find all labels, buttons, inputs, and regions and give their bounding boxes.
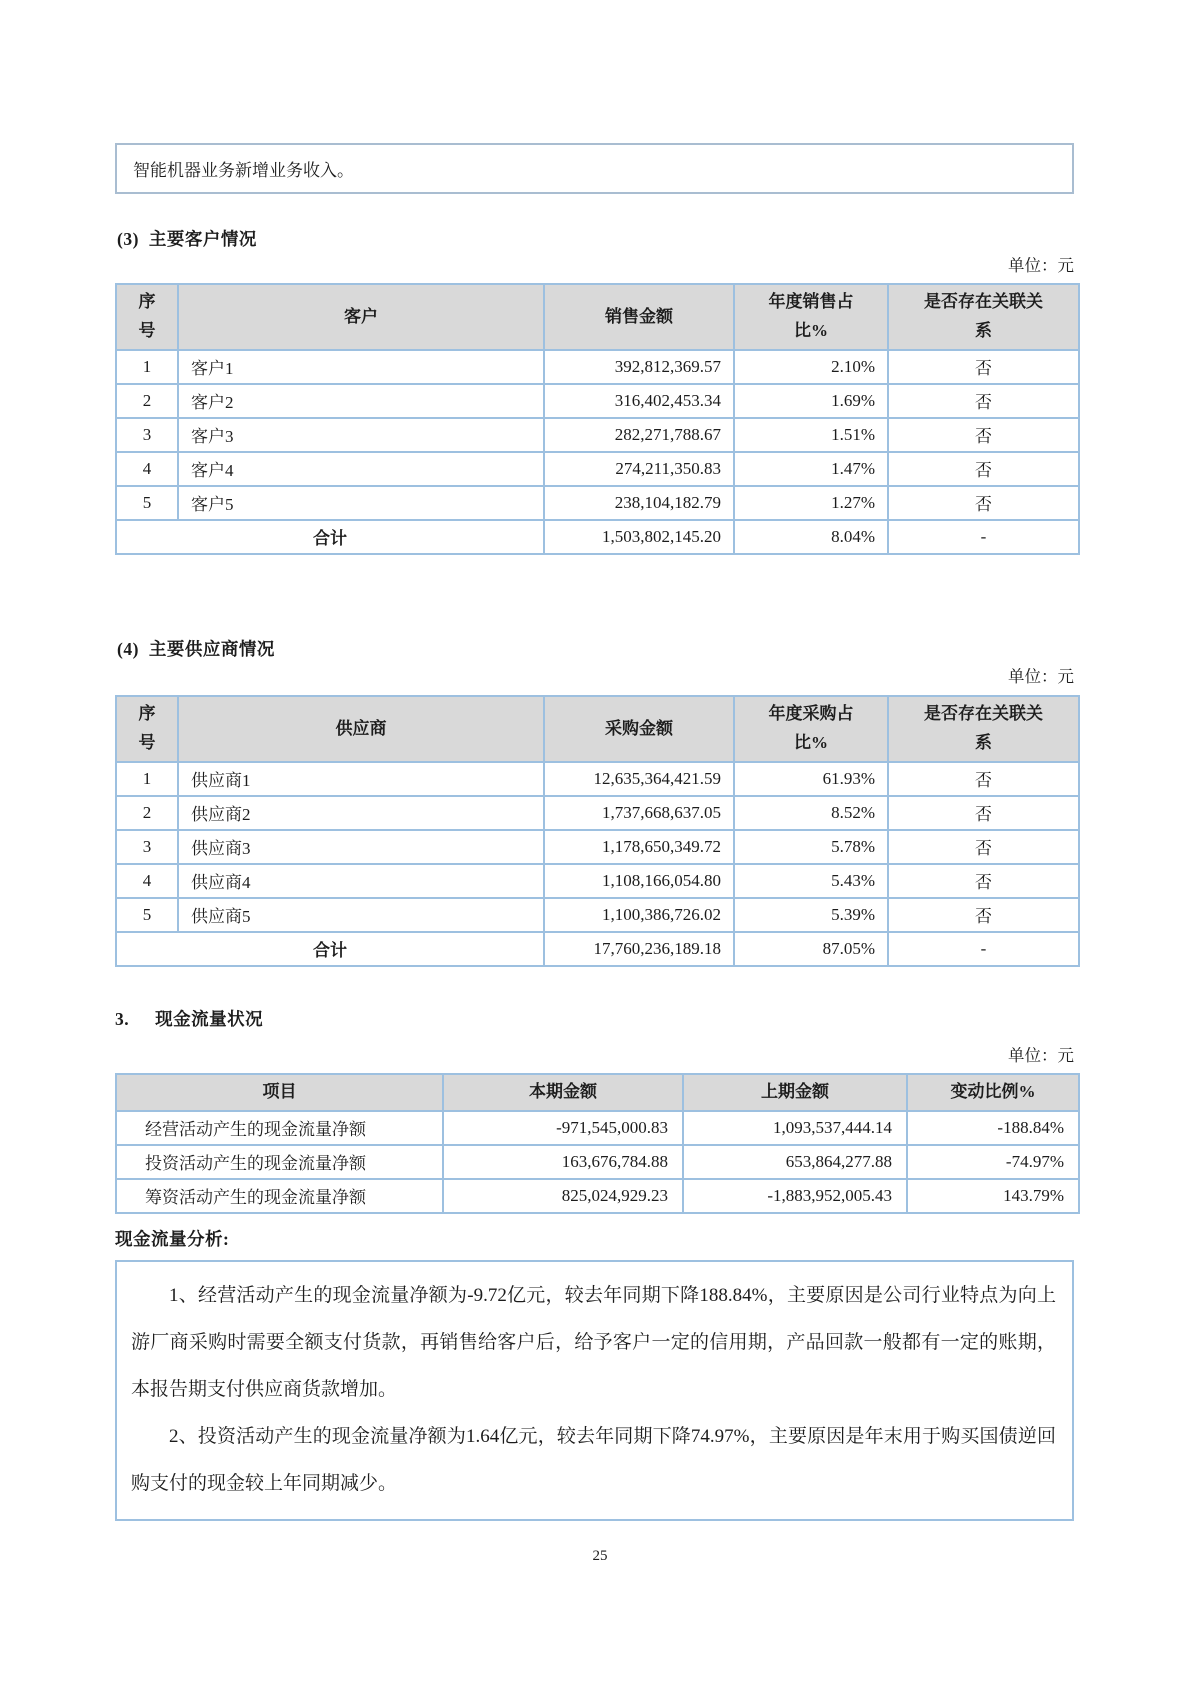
- cell-related: 否: [888, 796, 1079, 830]
- header-purchase-ratio: 年度采购占比%: [734, 696, 888, 762]
- cell-sales-amount: 316,402,453.34: [544, 384, 734, 418]
- cell-item: 筹资活动产生的现金流量净额: [116, 1179, 443, 1213]
- cell-prior-amount: -1,883,952,005.43: [683, 1179, 907, 1213]
- suppliers-table: [115, 695, 1080, 967]
- cell-current-amount: 825,024,929.23: [443, 1179, 683, 1213]
- customers-row: [116, 452, 1079, 486]
- cell-seq: 1: [116, 350, 178, 384]
- cell-customer: 客户1: [178, 350, 544, 384]
- total-label: 合计: [116, 520, 544, 554]
- header-seq: 序号: [116, 284, 178, 350]
- suppliers-header-row: [116, 696, 1079, 762]
- cell-seq: 5: [116, 486, 178, 520]
- cell-purchase-amount: 1,108,166,054.80: [544, 864, 734, 898]
- cell-supplier: 供应商5: [178, 898, 544, 932]
- total-amount: 1,503,802,145.20: [544, 520, 734, 554]
- cell-related: 否: [888, 864, 1079, 898]
- header-item: 项目: [116, 1074, 443, 1111]
- cell-customer: 客户5: [178, 486, 544, 520]
- customers-row: [116, 418, 1079, 452]
- suppliers-row: [116, 762, 1079, 796]
- header-sales-ratio: 年度销售占比%: [734, 284, 888, 350]
- analysis-text-box: [115, 1260, 1074, 1521]
- cell-related: 否: [888, 384, 1079, 418]
- cell-seq: 4: [116, 452, 178, 486]
- cell-purchase-amount: 12,635,364,421.59: [544, 762, 734, 796]
- header-supplier: 供应商: [178, 696, 544, 762]
- section-number: 3.: [115, 1009, 130, 1029]
- suppliers-row: [116, 898, 1079, 932]
- cell-related: 否: [888, 898, 1079, 932]
- intro-text-box: [115, 143, 1074, 194]
- cashflow-row: [116, 1111, 1079, 1145]
- suppliers-row: [116, 796, 1079, 830]
- unit-label-suppliers: 单位：元: [1008, 667, 1074, 686]
- cell-sales-amount: 282,271,788.67: [544, 418, 734, 452]
- header-prior-amount: 上期金额: [683, 1074, 907, 1111]
- cell-seq: 2: [116, 384, 178, 418]
- cell-related: 否: [888, 486, 1079, 520]
- header-customer: 客户: [178, 284, 544, 350]
- cell-change-ratio: -188.84%: [907, 1111, 1079, 1145]
- section-heading-cashflow: [115, 1006, 263, 1031]
- total-label: 合计: [116, 932, 544, 966]
- section-title: 现金流量状况: [155, 1009, 264, 1029]
- cell-prior-amount: 1,093,537,444.14: [683, 1111, 907, 1145]
- header-change-ratio: 变动比例%: [907, 1074, 1079, 1111]
- cell-purchase-amount: 1,178,650,349.72: [544, 830, 734, 864]
- cell-customer: 客户2: [178, 384, 544, 418]
- section-number: (3): [117, 229, 139, 249]
- total-related: -: [888, 932, 1079, 966]
- cell-sales-ratio: 2.10%: [734, 350, 888, 384]
- header-sales-amount: 销售金额: [544, 284, 734, 350]
- cell-item: 投资活动产生的现金流量净额: [116, 1145, 443, 1179]
- cell-seq: 1: [116, 762, 178, 796]
- cell-item: 经营活动产生的现金流量净额: [116, 1111, 443, 1145]
- analysis-paragraph: 2、投资活动产生的现金流量净额为1.64亿元，较去年同期下降74.97%，主要原因是年末用于购买国债逆回购支付的现金较上年同期减少。: [131, 1426, 1056, 1494]
- cell-sales-ratio: 1.27%: [734, 486, 888, 520]
- cashflow-row: [116, 1179, 1079, 1213]
- cell-customer: 客户4: [178, 452, 544, 486]
- cell-related: 否: [888, 762, 1079, 796]
- section-heading-customers: [117, 226, 257, 251]
- cell-purchase-ratio: 5.43%: [734, 864, 888, 898]
- cell-sales-ratio: 1.51%: [734, 418, 888, 452]
- intro-text: 智能机器业务新增业务收入。: [133, 161, 354, 180]
- customers-row: [116, 384, 1079, 418]
- cell-purchase-ratio: 8.52%: [734, 796, 888, 830]
- cell-sales-amount: 274,211,350.83: [544, 452, 734, 486]
- cell-supplier: 供应商3: [178, 830, 544, 864]
- cell-purchase-ratio: 61.93%: [734, 762, 888, 796]
- customers-table: [115, 283, 1080, 555]
- cell-current-amount: 163,676,784.88: [443, 1145, 683, 1179]
- cell-seq: 3: [116, 830, 178, 864]
- cell-supplier: 供应商1: [178, 762, 544, 796]
- total-related: -: [888, 520, 1079, 554]
- cell-purchase-ratio: 5.78%: [734, 830, 888, 864]
- unit-label-customers: 单位：元: [1008, 256, 1074, 275]
- cell-supplier: 供应商4: [178, 864, 544, 898]
- cell-supplier: 供应商2: [178, 796, 544, 830]
- section-title: 主要客户情况: [148, 229, 257, 249]
- customers-total-row: [116, 520, 1079, 554]
- cell-seq: 4: [116, 864, 178, 898]
- customers-row: [116, 350, 1079, 384]
- cell-related: 否: [888, 830, 1079, 864]
- header-purchase-amount: 采购金额: [544, 696, 734, 762]
- cell-seq: 3: [116, 418, 178, 452]
- cell-related: 否: [888, 418, 1079, 452]
- section-heading-suppliers: [117, 636, 275, 661]
- cell-purchase-amount: 1,737,668,637.05: [544, 796, 734, 830]
- page-number: 25: [592, 1548, 608, 1564]
- header-related: 是否存在关联关系: [888, 284, 1079, 350]
- unit-label-cashflow: 单位：元: [1008, 1046, 1074, 1065]
- cashflow-row: [116, 1145, 1079, 1179]
- cashflow-header-row: [116, 1074, 1079, 1111]
- cell-sales-amount: 238,104,182.79: [544, 486, 734, 520]
- header-current-amount: 本期金额: [443, 1074, 683, 1111]
- total-amount: 17,760,236,189.18: [544, 932, 734, 966]
- total-ratio: 87.05%: [734, 932, 888, 966]
- section-number: (4): [117, 639, 139, 659]
- cell-related: 否: [888, 452, 1079, 486]
- cashflow-table: [115, 1073, 1080, 1214]
- analysis-paragraph: 1、经营活动产生的现金流量净额为-9.72亿元，较去年同期下降188.84%，主要原因是公司行业特点为向上游厂商采购时需要全额支付货款，再销售给客户后，给予客户一定的信用期，产品回款一般都有一定的账期，本报告期支付供应商货款增加。: [131, 1285, 1056, 1400]
- suppliers-row: [116, 830, 1079, 864]
- cell-sales-amount: 392,812,369.57: [544, 350, 734, 384]
- total-ratio: 8.04%: [734, 520, 888, 554]
- cell-prior-amount: 653,864,277.88: [683, 1145, 907, 1179]
- cell-purchase-ratio: 5.39%: [734, 898, 888, 932]
- header-related: 是否存在关联关系: [888, 696, 1079, 762]
- customers-header-row: [116, 284, 1079, 350]
- suppliers-total-row: [116, 932, 1079, 966]
- cell-change-ratio: -74.97%: [907, 1145, 1079, 1179]
- cell-customer: 客户3: [178, 418, 544, 452]
- cell-change-ratio: 143.79%: [907, 1179, 1079, 1213]
- cell-sales-ratio: 1.47%: [734, 452, 888, 486]
- cell-purchase-amount: 1,100,386,726.02: [544, 898, 734, 932]
- analysis-heading: 现金流量分析:: [115, 1229, 230, 1249]
- cell-related: 否: [888, 350, 1079, 384]
- customers-row: [116, 486, 1079, 520]
- cell-seq: 2: [116, 796, 178, 830]
- cell-sales-ratio: 1.69%: [734, 384, 888, 418]
- section-title: 主要供应商情况: [148, 639, 275, 659]
- cell-seq: 5: [116, 898, 178, 932]
- header-seq: 序号: [116, 696, 178, 762]
- cell-current-amount: -971,545,000.83: [443, 1111, 683, 1145]
- suppliers-row: [116, 864, 1079, 898]
